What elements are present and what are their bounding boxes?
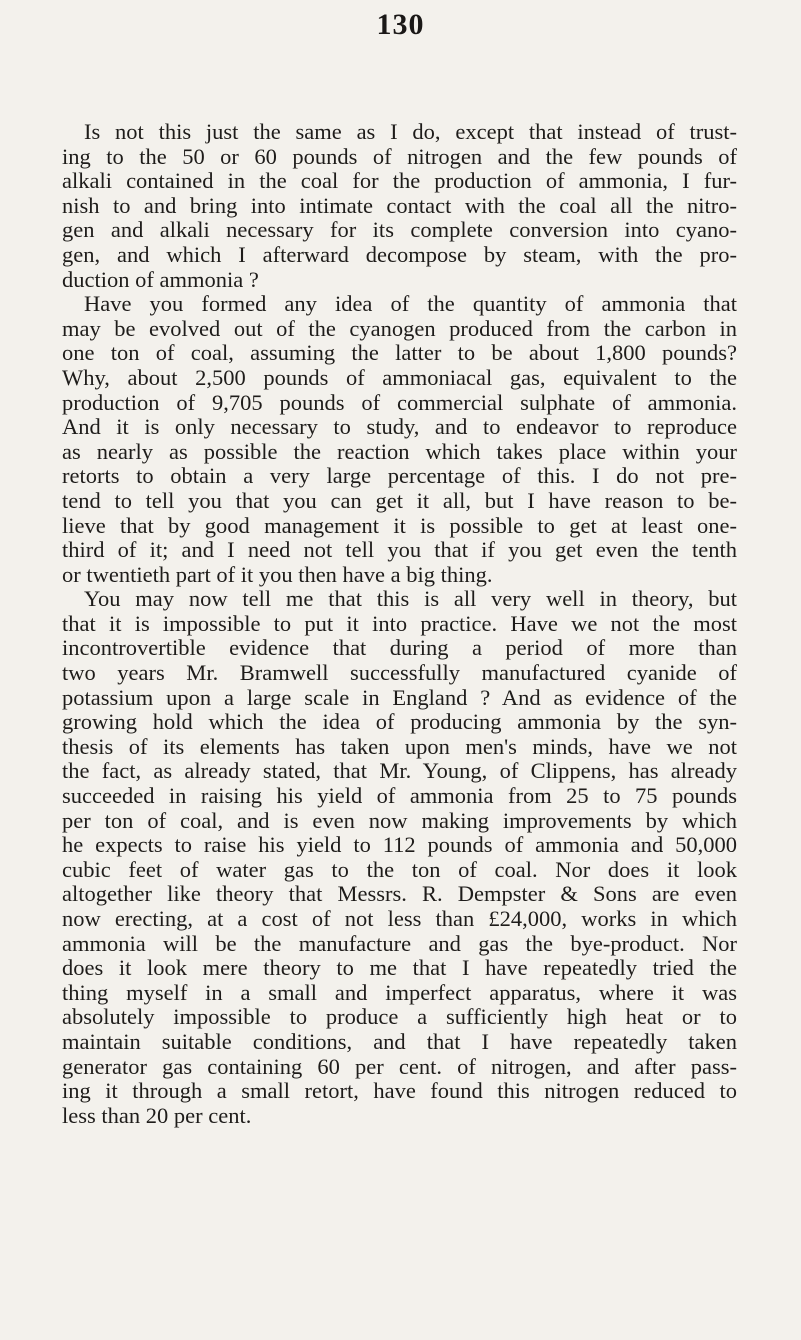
text-line: And it is only necessary to study, and to endeavor to reproduce	[62, 414, 737, 440]
text-line: he expects to raise his yield to 112 pounds of ammonia and 50,000	[62, 832, 737, 858]
text-line: potassium upon a large scale in England ? And as evidence of the	[62, 684, 737, 710]
text-line: growing hold which the idea of producing ammonia by the syn-	[62, 709, 737, 735]
text-line: as nearly as possible the reaction which takes place within your	[62, 438, 737, 464]
text-line: may be evolved out of the cyanogen produced from the carbon in	[62, 315, 737, 341]
paragraph	[62, 587, 737, 1128]
text-line: Is not this just the same as I do, except that instead of trust-	[84, 119, 737, 144]
text-line: altogether like theory that Messrs. R. Dempster & Sons are even	[62, 881, 737, 907]
text-line: thing myself in a small and imperfect apparatus, where it was	[62, 979, 737, 1005]
page-number: 130	[376, 8, 425, 41]
text-line: third of it; and I need not tell you that if you get even the tenth	[62, 537, 737, 563]
text-line: Why, about 2,500 pounds of ammoniacal gas, equivalent to the	[62, 364, 737, 390]
text-line: nish to and bring into intimate contact with the coal all the nitro-	[62, 192, 737, 218]
text-line: lieve that by good management it is possible to get at least one-	[62, 512, 737, 538]
text-line: cubic feet of water gas to the ton of coal. Nor does it look	[62, 856, 737, 882]
text-line: per ton of coal, and is even now making improvements by which	[62, 807, 737, 833]
text-line: production of 9,705 pounds of commercial sulphate of ammonia.	[62, 389, 737, 415]
text-line: ing it through a small retort, have found this nitrogen reduced to	[62, 1078, 737, 1104]
text-line: tend to tell you that you can get it all, but I have reason to be-	[62, 487, 737, 513]
paragraph	[62, 292, 737, 587]
text-line: absolutely impossible to produce a sufficiently high heat or to	[62, 1004, 737, 1030]
body-text	[62, 120, 737, 1128]
text-line: thesis of its elements has taken upon men's minds, have we not	[62, 733, 737, 759]
paragraph	[62, 120, 737, 292]
text-line: succeeded in raising his yield of ammonia from 25 to 75 pounds	[62, 783, 737, 809]
text-line: does it look mere theory to me that I have repeatedly tried the	[62, 955, 737, 981]
text-line: duction of ammonia ?	[62, 266, 259, 292]
text-line: alkali contained in the coal for the production of ammonia, I fur-	[62, 168, 737, 194]
text-line: incontrovertible evidence that during a period of more than	[62, 635, 737, 661]
text-line: ing to the 50 or 60 pounds of nitrogen and the few pounds of	[62, 143, 737, 169]
text-line: one ton of coal, assuming the latter to be about 1,800 pounds?	[62, 340, 737, 366]
text-line: maintain suitable conditions, and that I have repeatedly taken	[62, 1028, 737, 1054]
text-line: Have you formed any idea of the quantity of ammonia that	[84, 291, 737, 317]
text-line: that it is impossible to put it into practice. Have we not the most	[62, 610, 737, 636]
text-line: or twentieth part of it you then have a big thing.	[62, 561, 493, 587]
text-line: ammonia will be the manufacture and gas the bye-product. Nor	[62, 930, 737, 956]
text-line: gen and alkali necessary for its complete conversion into cyano-	[62, 217, 737, 243]
text-line: You may now tell me that this is all very well in theory, but	[84, 586, 737, 612]
text-line: generator gas containing 60 per cent. of nitrogen, and after pass-	[62, 1053, 737, 1079]
text-line: now erecting, at a cost of not less than £24,000, works in which	[62, 906, 737, 931]
text-line: two years Mr. Bramwell successfully manufactured cyanide of	[62, 660, 737, 686]
text-line: retorts to obtain a very large percentage of this. I do not pre-	[62, 463, 737, 489]
text-line: gen, and which I afterward decompose by steam, with the pro-	[62, 241, 737, 267]
text-line: the fact, as already stated, that Mr. Young, of Clippens, has already	[62, 758, 737, 784]
text-line: less than 20 per cent.	[62, 1102, 252, 1128]
